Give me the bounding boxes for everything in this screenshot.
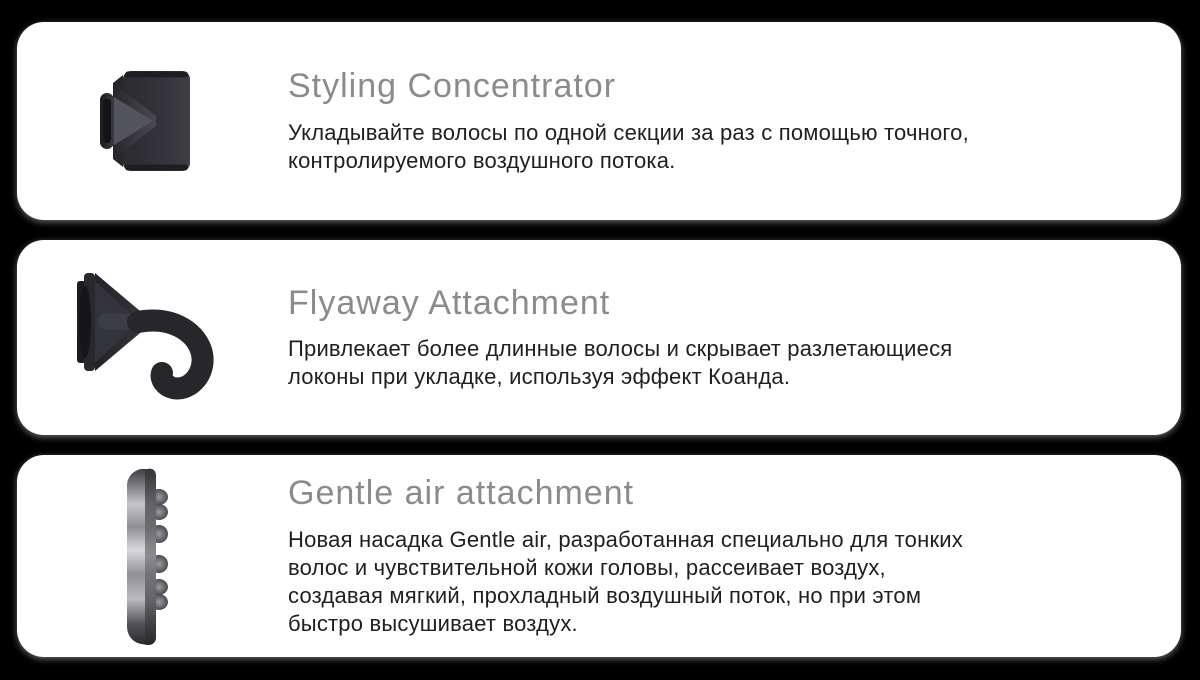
card-title: Gentle air attachment xyxy=(288,474,635,513)
description-line: Привлекает более длинные волосы и скрывает разлетающиеся xyxy=(288,336,953,362)
flyaway-attachment-figure xyxy=(17,272,273,404)
description-line: контролируемого воздушного потока. xyxy=(288,147,676,173)
card-content xyxy=(273,474,1181,637)
card-gentle-air-attachment xyxy=(17,455,1181,657)
description-line: волос и чувствительной кожи головы, рассеивает воздух, xyxy=(288,554,886,580)
description-line: Новая насадка Gentle air, разработанная специально для тонких xyxy=(288,526,963,552)
card-styling-concentrator xyxy=(17,22,1181,220)
description-line: Укладывайте волосы по одной секции за раз с помощью точного, xyxy=(288,119,969,145)
card-content xyxy=(273,67,1181,174)
card-title: Styling Concentrator xyxy=(288,67,617,106)
description-line: создавая мягкий, прохладный воздушный поток, но при этом xyxy=(288,582,922,608)
card-flyaway-attachment xyxy=(17,240,1181,435)
card-description xyxy=(288,335,1131,391)
styling-concentrator-figure xyxy=(17,70,273,172)
description-line: быстро высушивает воздух. xyxy=(288,610,578,636)
card-content xyxy=(273,284,1181,391)
gentle-air-attachment-figure xyxy=(17,466,273,646)
description-line: локоны при укладке, используя эффект Коанда. xyxy=(288,364,791,390)
styling-concentrator-icon xyxy=(99,70,191,172)
card-description xyxy=(288,526,1131,638)
card-title: Flyaway Attachment xyxy=(288,283,611,322)
flyaway-attachment-icon xyxy=(76,272,214,404)
card-description xyxy=(288,119,1131,175)
gentle-air-attachment-icon xyxy=(122,466,169,646)
